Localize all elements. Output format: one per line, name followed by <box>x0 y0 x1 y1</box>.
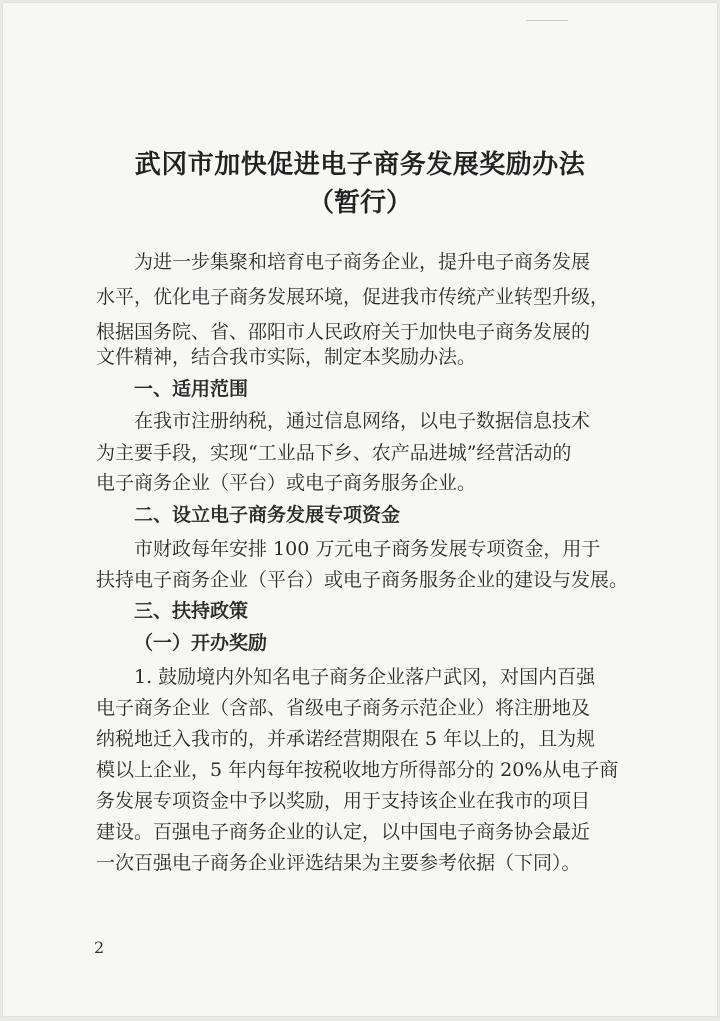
section-heading: 二、设立电子商务发展专项资金 <box>134 504 401 526</box>
paragraph-line: 一次百强电子商务企业评选结果为主要参考依据（下同）。 <box>96 852 581 874</box>
section-heading: 一、适用范围 <box>134 378 249 400</box>
paragraph-line: 电子商务企业（含部、省级电子商务示范企业）将注册地及 <box>96 697 591 719</box>
scan-mark <box>526 20 568 21</box>
paragraph-line: 在我市注册纳税，通过信息网络，以电子数据信息技术 <box>134 410 591 432</box>
paragraph-line: 务发展专项资金中予以奖励，用于支持该企业在我市的项目 <box>96 790 591 812</box>
document-title: 武冈市加快促进电子商务发展奖励办法 <box>134 150 586 180</box>
paragraph-line: 扶持电子商务企业（平台）或电子商务服务企业的建设与发展。 <box>96 569 629 591</box>
paragraph-line: 建设。百强电子商务企业的认定，以中国电子商务协会最近 <box>96 821 591 843</box>
paragraph-line: 根据国务院、省、邵阳市人民政府关于加快电子商务发展的 <box>96 321 591 343</box>
paragraph-line: 文件精神，结合我市实际，制定本奖励办法。 <box>96 346 477 368</box>
paragraph-line: 为主要手段，实现“工业品下乡、农产品进城”经营活动的 <box>96 442 572 464</box>
paragraph-line: 为进一步集聚和培育电子商务企业，提升电子商务发展 <box>134 251 591 273</box>
paragraph-line: 电子商务企业（平台）或电子商务服务企业。 <box>96 472 477 494</box>
subsection-heading: （一）开办奖励 <box>134 632 268 654</box>
section-heading: 三、扶持政策 <box>134 600 249 622</box>
paragraph-line: 纳税地迁入我市的，并承诺经营期限在 5 年以上的，且为规 <box>96 728 596 750</box>
document-page <box>2 2 718 1017</box>
paragraph-line: 1. 鼓励境内外知名电子商务企业落户武冈，对国内百强 <box>134 666 596 688</box>
document-subtitle: （暂行） <box>307 188 412 218</box>
page-number: 2 <box>94 938 105 957</box>
paragraph-line: 市财政每年安排 100 万元电子商务发展专项资金，用于 <box>134 538 601 560</box>
paragraph-line: 模以上企业，5 年内每年按税收地方所得部分的 20%从电子商 <box>96 759 619 781</box>
paragraph-line: 水平，优化电子商务发展环境，促进我市传统产业转型升级， <box>96 286 610 308</box>
